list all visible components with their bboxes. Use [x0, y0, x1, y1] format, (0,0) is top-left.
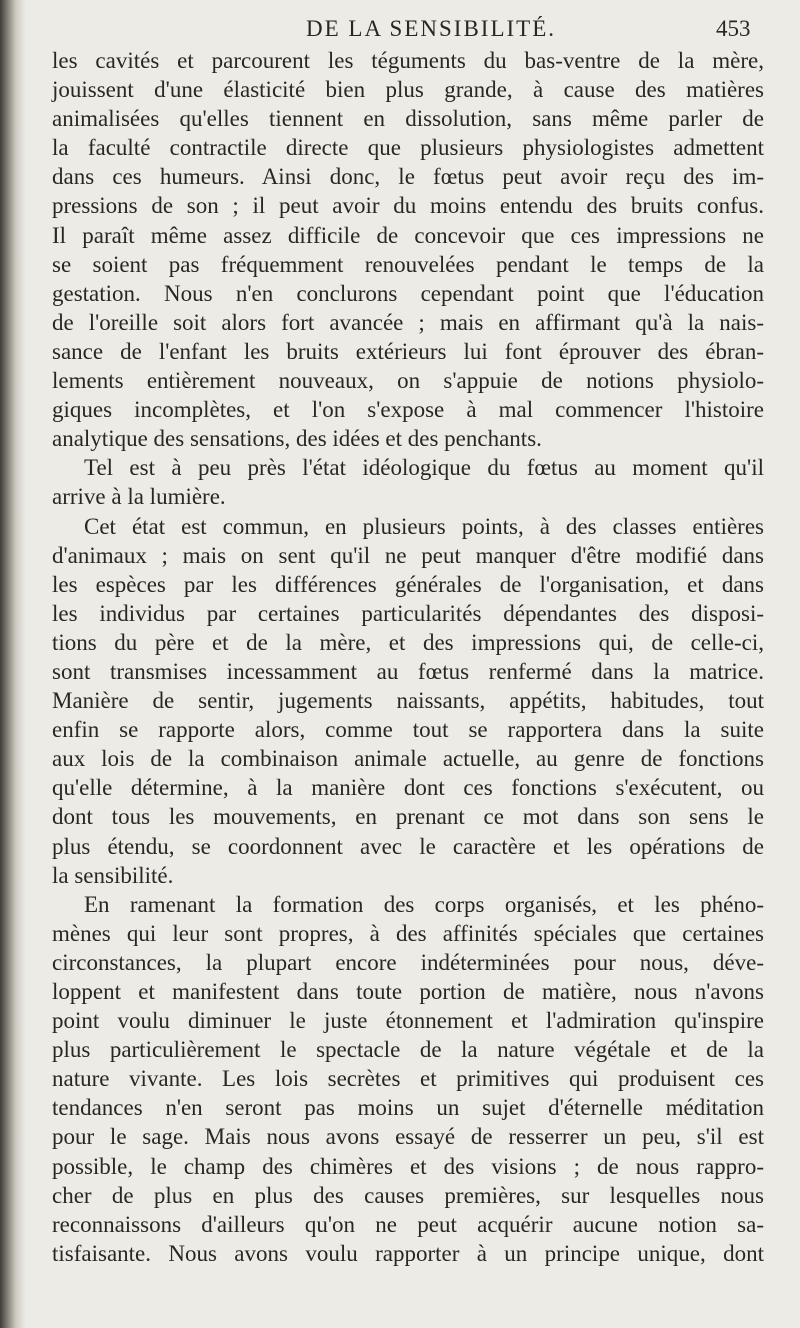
text-line: circonstances, la plupart encore indéterminées pour nous, déve-	[52, 949, 764, 975]
text-line: analytique des sensations, des idées et des penchants.	[52, 426, 542, 452]
text-line: lements entièrement nouveaux, on s'appuie de notions physiolo-	[52, 368, 764, 394]
text-line: dans ces humeurs. Ainsi donc, le fœtus peut avoir reçu des im-	[52, 164, 764, 190]
text-line: Manière de sentir, jugements naissants, appétits, habitudes, tout	[52, 688, 764, 714]
text-line: arrive à la lumière.	[52, 484, 226, 510]
text-line: les individus par certaines particularités dépendantes des disposi-	[52, 600, 764, 626]
text-line: la faculté contractile directe que plusieurs physiologistes admettent	[52, 135, 764, 161]
text-line: Tel est à peu près l'état idéologique du fœtus au moment qu'il	[84, 455, 764, 481]
running-head	[0, 16, 800, 46]
text-line: aux lois de la combinaison animale actuelle, au genre de fonctions	[52, 746, 764, 772]
text-line: jouissent d'une élasticité bien plus grande, à cause des matières	[52, 77, 764, 103]
text-line: nature vivante. Les lois secrètes et primitives qui produisent ces	[52, 1066, 764, 1092]
text-line: se soient pas fréquemment renouvelées pendant le temps de la	[52, 251, 764, 277]
text-line: sance de l'enfant les bruits extérieurs lui font éprouver des ébran-	[52, 338, 764, 364]
text-line: Il paraît même assez difficile de concevoir que ces impressions ne	[52, 222, 764, 248]
text-line: sont transmises incessamment au fœtus renfermé dans la matrice.	[52, 658, 764, 684]
text-line: reconnaissons d'ailleurs qu'on ne peut acquérir aucune notion sa-	[52, 1211, 764, 1237]
text-line: plus étendu, se coordonnent avec le caractère et les opérations de	[52, 833, 764, 859]
text-line: giques incomplètes, et l'on s'expose à mal commencer l'histoire	[52, 397, 764, 423]
binding-shadow	[0, 0, 26, 1328]
text-line: tendances n'en seront pas moins un sujet d'éternelle méditation	[52, 1095, 764, 1121]
text-line: cher de plus en plus des causes premières, sur lesquelles nous	[52, 1182, 764, 1208]
text-line: de l'oreille soit alors fort avancée ; mais en affirmant qu'à la nais-	[52, 309, 764, 335]
text-line: dont tous les mouvements, en prenant ce mot dans son sens le	[52, 804, 764, 830]
text-line: point voulu diminuer le juste étonnement et l'admiration qu'inspire	[52, 1008, 764, 1034]
text-line: loppent et manifestent dans toute portion de matière, nous n'avons	[52, 979, 764, 1004]
text-line: les espèces par les différences générales de l'organisation, et dans	[52, 571, 764, 597]
page-number: 453	[716, 16, 751, 41]
text-line: possible, le champ des chimères et des visions ; de nous rappro-	[52, 1153, 764, 1179]
body-text	[52, 46, 764, 1268]
text-line: mènes qui leur sont propres, à des affinités spéciales que certaines	[52, 920, 764, 946]
text-line: pour le sage. Mais nous avons essayé de resserrer un peu, s'il est	[52, 1124, 764, 1150]
text-line: animalisées qu'elles tiennent en dissolution, sans même parler de	[52, 106, 764, 132]
text-line: plus particulièrement le spectacle de la nature végétale et de la	[52, 1037, 764, 1063]
text-line: Cet état est commun, en plusieurs points, à des classes entières	[84, 513, 764, 539]
text-line: En ramenant la formation des corps organisés, et les phéno-	[84, 891, 764, 917]
text-line: tions du père et de la mère, et des impressions qui, de celle-ci,	[52, 629, 764, 655]
text-line: d'animaux ; mais on sent qu'il ne peut manquer d'être modifié dans	[52, 542, 764, 568]
text-line: les cavités et parcourent les téguments du bas-ventre de la mère,	[52, 48, 764, 73]
text-line: gestation. Nous n'en conclurons cependant point que l'éducation	[52, 280, 764, 306]
text-line: tisfaisante. Nous avons voulu rapporter à un principe unique, dont	[52, 1240, 764, 1266]
text-line: qu'elle détermine, à la manière dont ces fonctions s'exécutent, ou	[52, 775, 764, 801]
text-line: pressions de son ; il peut avoir du moins entendu des bruits confus.	[52, 193, 764, 219]
running-title: DE LA SENSIBILITÉ.	[306, 16, 557, 41]
text-line: enfin se rapporte alors, comme tout se rapportera dans la suite	[52, 717, 764, 743]
text-line: la sensibilité.	[52, 862, 174, 888]
